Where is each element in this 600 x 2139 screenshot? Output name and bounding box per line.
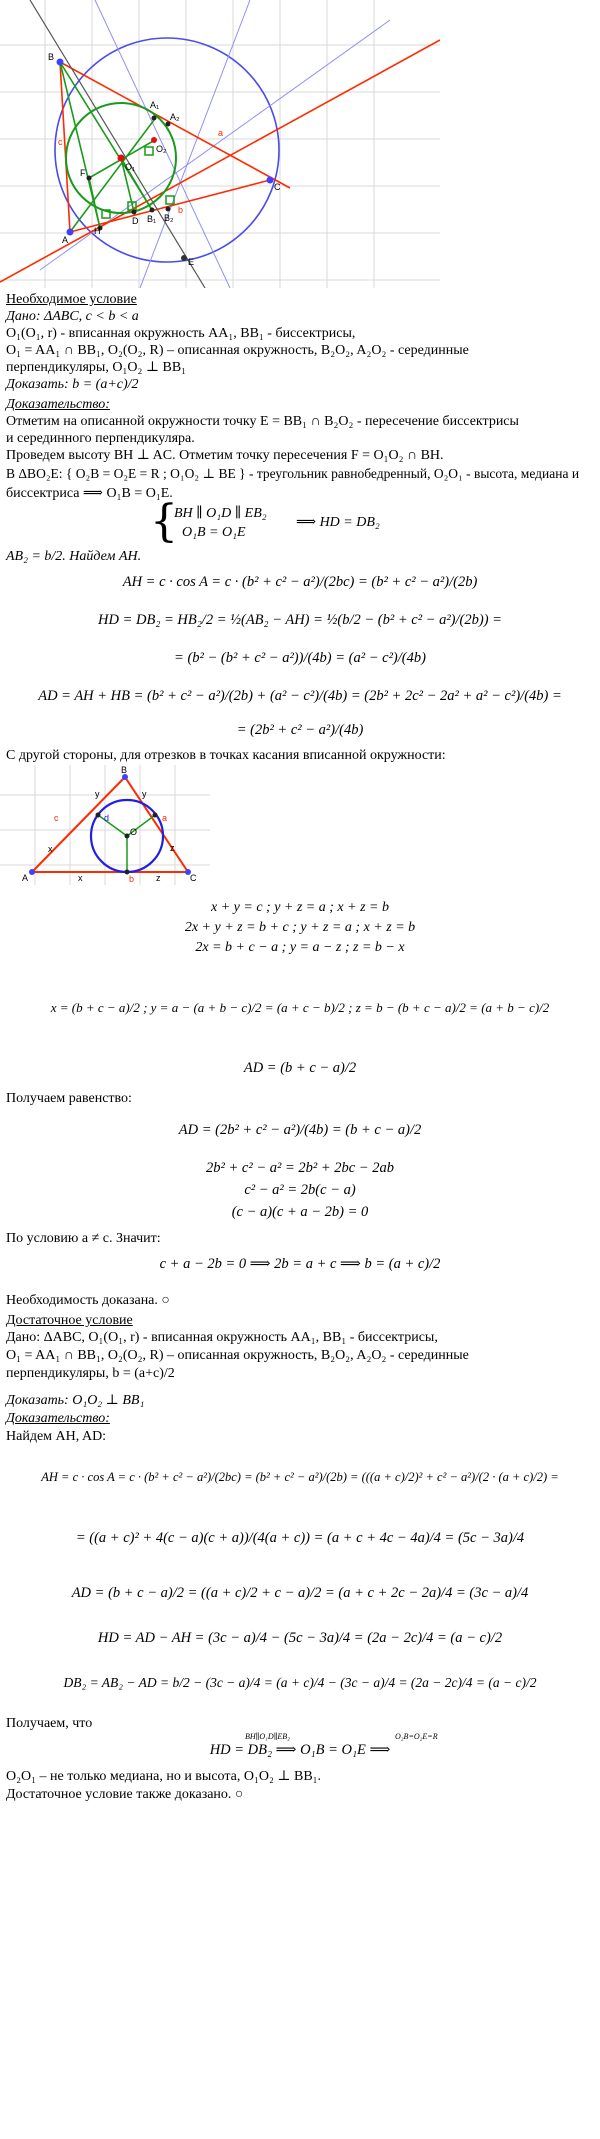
system-step-4: x = (b + c − a)/2 ; y = a − (a + b − c)/2 = (a + c − b)/2 ; z = b − (b + c − a)/2 = (a + b − c)/2 xyxy=(50,1000,550,1015)
nec-p2: и серединного перпендикуляра. xyxy=(6,431,195,446)
eq-4: (c − a)(c + a − 2b) = 0 xyxy=(231,1204,369,1220)
nec-p3: Проведем высоту BH ⊥ AC. Отметим точку пересечения F = O₁O₂ ∩ BH. xyxy=(6,448,444,463)
bisector-BB1 xyxy=(30,0,205,288)
svg-text:A: A xyxy=(22,873,29,883)
suf-arrow-note-1: BH∥O₁D∥EB₂ xyxy=(245,1732,290,1741)
suf-p1: Найдем AH, AD: xyxy=(6,1429,107,1444)
nec-p4: В ΔBO₂E: { O₂B = O₂E = R ; O₁O₂ ⊥ BE } - треугольник равнобедренный, O₂O₁ - высота, медиана и xyxy=(6,466,580,481)
svg-text:F: F xyxy=(80,168,86,178)
suf-proof-label: Доказательство: xyxy=(6,1411,110,1426)
suf-formula-6: HD = DB₂ ⟹ O₁B = O₁E ⟹ xyxy=(209,1742,391,1758)
svg-text:O: O xyxy=(130,827,138,837)
figure-triangle-construction xyxy=(0,0,440,288)
system-step-3: 2x = b + c − a ; y = a − z ; z = b − x xyxy=(195,940,405,955)
svg-text:y: y xyxy=(95,789,100,799)
suf-given-3: перпендикуляры, b = (a+c)/2 xyxy=(6,1366,175,1381)
system-step-2: 2x + y + z = b + c ; y + z = a ; x + z = b xyxy=(184,920,416,935)
svg-text:z: z xyxy=(156,873,161,883)
suf-given-2: O₁ = AA₁ ∩ BB₁, O₂(O₂, R) – описанная окружность, B₂O₂, A₂O₂ - серединные xyxy=(6,1348,469,1363)
svg-text:O₁: O₁ xyxy=(125,162,136,172)
svg-text:c: c xyxy=(58,137,63,147)
nec-p9: По условию a ≠ c. Значит: xyxy=(6,1231,161,1246)
radii xyxy=(98,815,155,872)
suf-formula-5: DB₂ = AB₂ − AD = b/2 − (3c − a)/4 = (a + c)/4 − (3c − a)/4 = (2a − 2c)/4 = (a − c)/2 xyxy=(63,1675,537,1690)
svg-text:x: x xyxy=(48,844,53,854)
eq-2: 2b² + c² − a² = 2b² + 2bc − 2ab xyxy=(206,1160,394,1176)
eq-5: c + a − 2b = 0 ⟹ 2b = a + c ⟹ b = (a + c)/2 xyxy=(159,1256,441,1272)
svg-text:x: x xyxy=(78,873,83,883)
suf-formula-3: AD = (b + c − a)/2 = ((a + c)/2 + c − a)/2 = (a + c + 2c − 2a)/4 = (3c − a)/4 xyxy=(71,1585,529,1601)
nec-prove: Доказать: b = (a+c)/2 xyxy=(6,377,139,392)
eq-1: AD = (2b² + c² − a²)/(4b) = (b + c − a)/2 xyxy=(178,1122,422,1138)
nec-formula-3: = (b² − (b² + c² − a²))/(4b) = (a² − c²)/(4b) xyxy=(174,650,426,666)
svg-text:a: a xyxy=(218,128,224,138)
svg-text:A: A xyxy=(62,235,69,245)
circumcircle xyxy=(55,38,279,262)
svg-text:B: B xyxy=(121,765,128,775)
svg-text:z: z xyxy=(170,843,175,853)
svg-text:O₂: O₂ xyxy=(156,144,167,154)
nec-p5: биссектриса ⟹ O₁B = O₁E. xyxy=(6,486,173,501)
svg-text:C: C xyxy=(190,873,197,883)
svg-text:b: b xyxy=(129,874,135,884)
suf-done: Достаточное условие также доказано. ○ xyxy=(6,1787,244,1802)
suf-prove: Доказать: O₁O₂ ⊥ BB₁ xyxy=(6,1393,145,1408)
nec-sys-2: O₁B = O₁E xyxy=(182,525,246,540)
suf-p2: Получаем, что xyxy=(6,1716,93,1731)
nec-given-2: O₁(O₁, r) - вписанная окружность AA₁, BB₁ - биссектрисы, xyxy=(6,326,356,341)
svg-text:y: y xyxy=(142,789,147,799)
suf-formula-1: AH = c · cos A = c · (b² + c² − a²)/(2bc) = (b² + c² − a²)/(2b) = (((a + c)/2)² + c² − a²)/(2 · (a + c)/2) = xyxy=(41,1470,559,1484)
svg-text:D: D xyxy=(132,216,139,226)
brace: { xyxy=(150,496,178,547)
nec-proof-label: Доказательство: xyxy=(6,397,110,412)
necessary-heading: Необходимое условие xyxy=(6,292,137,307)
svg-text:E: E xyxy=(188,257,195,267)
nec-formula-2: HD = DB₂ = HB₂/2 = ½(AB₂ − AH) = ½(b/2 − (b² + c² − a²)/(2b)) = xyxy=(98,612,502,628)
nec-formula-5: = (2b² + c² − a²)/(4b) xyxy=(236,722,364,738)
eq-3: c² − a² = 2b(c − a) xyxy=(244,1182,356,1198)
suf-given-1: Дано: ΔABC, O₁(O₁, r) - вписанная окружность AA₁, BB₁ - биссектрисы, xyxy=(6,1330,438,1345)
nec-done: Необходимость доказана. ○ xyxy=(6,1293,170,1308)
nec-p6: AB₂ = b/2. Найдем AH. xyxy=(6,549,142,564)
nec-given-4: перпендикуляры, O₁O₂ ⊥ BB₁ xyxy=(6,360,187,375)
suf-formula-4: HD = AD − AH = (3c − a)/4 − (5c − 3a)/4 = (2a − 2c)/4 = (a − c)/2 xyxy=(97,1630,503,1646)
nec-formula-4: AD = AH + HB = (b² + c² − a²)/(2b) + (a² − c²)/(4b) = (2b² + 2c² − 2a² + a² − c²)/(4b) = xyxy=(38,688,562,704)
svg-text:a: a xyxy=(162,813,168,823)
suf-formula-2: = ((a + c)² + 4(c − a)(c + a))/(4(a + c)) = (a + c + 4c − 4a)/4 = (5c − 3a)/4 xyxy=(75,1530,525,1546)
nec-p1: Отметим на описанной окружности точку E = BB₁ ∩ B₂O₂ - пересечение биссектрисы xyxy=(6,414,519,429)
svg-text:B₂: B₂ xyxy=(164,213,174,223)
svg-text:B₁: B₁ xyxy=(147,214,157,224)
svg-text:c: c xyxy=(54,813,59,823)
svg-text:A₂: A₂ xyxy=(170,112,180,122)
svg-text:d: d xyxy=(104,813,110,823)
figure2-labels xyxy=(22,765,197,884)
nec-formula-1: AH = c · cos A = c · (b² + c² − a²)/(2bc) = (b² + c² − a²)/(2b) xyxy=(122,574,478,590)
nec-given-3: O₁ = AA₁ ∩ BB₁, O₂(O₂, R) – описанная окружность, B₂O₂, A₂O₂ - серединные xyxy=(6,343,469,358)
svg-text:b: b xyxy=(178,205,184,215)
suf-p3: O₂O₁ – не только медиана, но и высота, O₁O₂ ⊥ BB₁. xyxy=(6,1769,322,1784)
sufficient-heading: Достаточное условие xyxy=(6,1313,133,1328)
system-step-5: AD = (b + c − a)/2 xyxy=(243,1060,357,1076)
nec-sys-1: BH ∥ O₁D ∥ EB₂ xyxy=(174,506,267,521)
nec-p7: С другой стороны, для отрезков в точках касания вписанной окружности: xyxy=(6,748,446,763)
figure2-grid xyxy=(0,765,210,885)
system-step-1: x + y = c ; y + z = a ; x + z = b xyxy=(211,900,389,915)
figure-incircle-tangents xyxy=(0,765,210,885)
nec-p8: Получаем равенство: xyxy=(6,1091,132,1106)
suf-arrow-note-2: O₂B=O₂E=R xyxy=(395,1732,438,1741)
svg-text:A₁: A₁ xyxy=(150,100,160,110)
svg-text:B: B xyxy=(48,52,55,62)
svg-text:C: C xyxy=(274,182,281,192)
nec-sys-3: ⟹ HD = DB₂ xyxy=(296,515,380,530)
nec-given-1: Дано: ΔABC, c < b < a xyxy=(6,309,139,324)
svg-text:H: H xyxy=(94,226,101,236)
